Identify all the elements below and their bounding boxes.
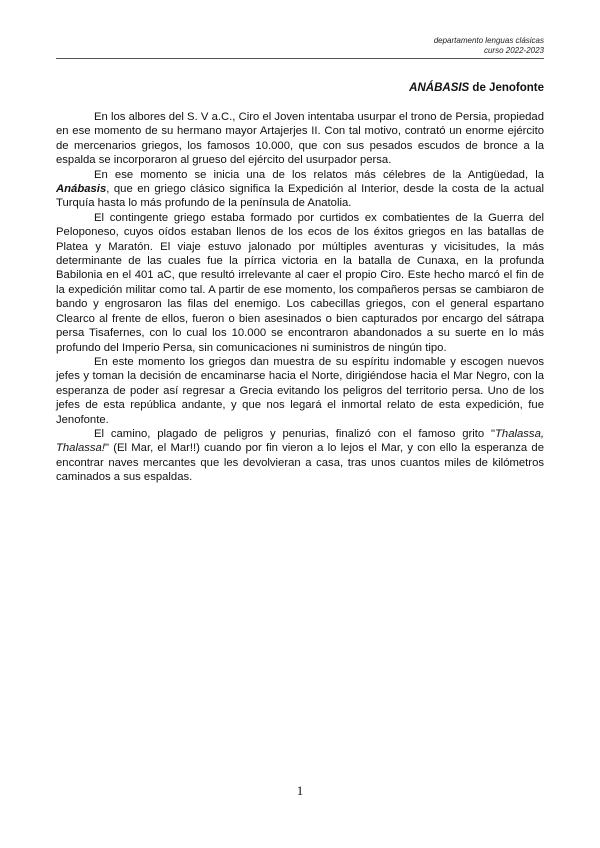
page-number: 1 (296, 783, 304, 798)
paragraph-2-end: , que en griego clásico significa la Expedición al Interior, desde la costa de la actual Turquía hasta lo más profundo de la península de Anatolia. (56, 183, 544, 210)
paragraph-5 (56, 427, 544, 485)
paragraph-1: En los albores del S. V a.C., Ciro el Joven intentaba usurpar el trono de Persia, propiedad en ese momento de su hermano mayor Artajerjes II. Con tal motivo, contrató un enorme ejército de mercenarios griegos, los famosos 10.000, que con sus pesados escudos de bronce a la espalda se incorporaron al grueso del ejército del usurpador persa. (56, 111, 544, 167)
header-course: curso 2022-2023 (483, 46, 544, 55)
title-author: de Jenofonte (469, 82, 544, 94)
title-work: ANÁBASIS (409, 82, 470, 94)
document-body (56, 110, 544, 485)
paragraph-2-start: En ese momento se inicia una de los relatos más célebres de la Antigüedad, la (94, 168, 544, 181)
paragraph-2-work-name: Anábasis (56, 183, 107, 196)
paragraph-3: El contingente griego estaba formado por curtidos ex combatientes de la Guerra del Peloponeso, cuyos oídos estaban llenos de los ecos de los éxitos griegos en las batallas de Platea y Maratón. El viaje estuvo jalonado por múltiples aventuras y vicisitudes, la más determinante de las cuales fue la pírrica victoria en la batalla de Cunaxa, en la profunda Babilonia en el 401 aC, que resultó irrelevante al caer el propio Ciro. Este hecho marcó el fin de la expedición militar como tal. A partir de ese momento, los compañeros persas se cambiaron de bando y engrosaron las filas del enemigo. Los cabecillas griegos, con el general espartano Clearco al frente de ellos, fueron o bien asesinados o bien capturados por encargo del sátrapa persa Tisafernes, con lo cual los 10.000 se encontraron abandonados a su suerte en lo más profundo del Imperio Persa, sin comunicaciones ni suministros de ningún tipo. (56, 211, 544, 354)
paragraph-5-quote: Thalassa, Thalassa! (56, 427, 544, 455)
paragraph-5-end: " (El Mar, el Mar!!) cuando por fin vieron a lo lejos el Mar, y con ello la esperanza de encontrar naves mercantes que les devolvieran a casa, tras unos cuantos miles de kilómetros caminados a sus espaldas. (56, 442, 544, 484)
document-title (409, 82, 544, 94)
header-divider (56, 58, 544, 59)
paragraph-2 (56, 168, 544, 211)
header-department: departamento lenguas clásicas (433, 36, 544, 45)
paragraph-5-start: El camino, plagado de peligros y penurias, finalizó con el famoso grito " (94, 427, 496, 440)
paragraph-4: En este momento los griegos dan muestra de su espíritu indomable y escogen nuevos jefes y toman la decisión de encaminarse hacia el Norte, dirigiéndose hacia el Mar Negro, con la esperanza de poder así regresar a Grecia evitando los peligros del territorio persa. Uno de los jefes de esta república andante, y que nos legará el inmortal relato de esta expedición, fue Jenofonte. (56, 355, 544, 426)
page-header (434, 36, 544, 56)
